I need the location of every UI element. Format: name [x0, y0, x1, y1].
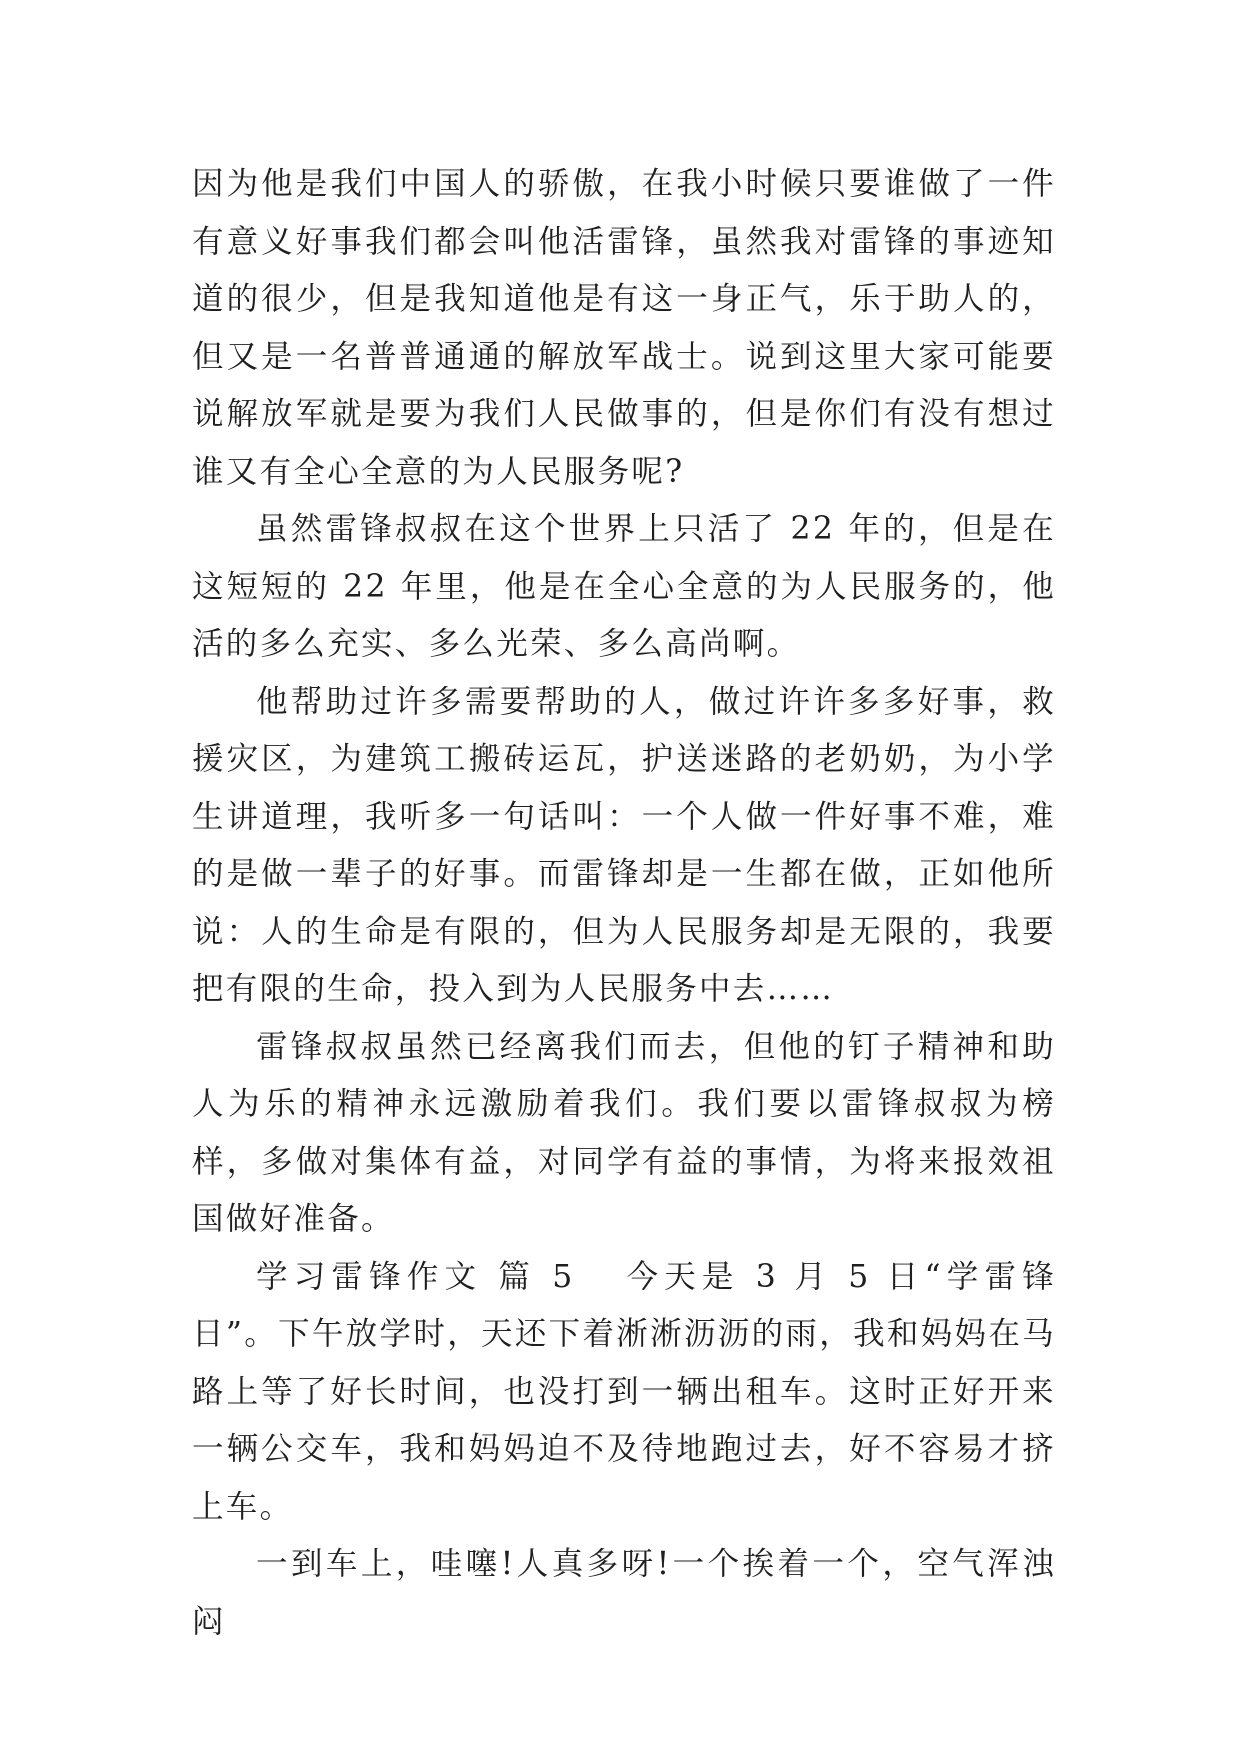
section-body: 下午放学时，天还下着淅淅沥沥的雨，我和妈妈在马路上等了好长时间，也没打到一辆出租车。这时正好开来一辆公交车，我和妈妈迫不及待地跑过去，好不容易才挤上车。: [192, 1316, 1056, 1525]
document-body: [192, 156, 1056, 1651]
paragraph-3: 他帮助过许多需要帮助的人，做过许许多多好事，救援灾区，为建筑工搬砖运瓦，护送迷路的老奶奶，为小学生讲道理，我听多一句话叫：一个人做一件好事不难，难的是做一辈子的好事。而雷锋却是一生都在做，正如他所说：人的生命是有限的，但为人民服务却是无限的，我要把有限的生命，投入到为人民服务中去……: [192, 683, 1056, 1007]
paragraph-1: 因为他是我们中国人的骄傲，在我小时候只要谁做了一件有意义好事我们都会叫他活雷锋，虽然我对雷锋的事迹知道的很少，但是我知道他是有这一身正气，乐于助人的，但又是一名普普通通的解放军战士。说到这里大家可能要说解放军就是要为我们人民做事的，但是你们有没有想过谁又有全心全意的为人民服务呢?: [192, 166, 1056, 490]
section-heading: 学习雷锋作文 篇 5: [256, 1258, 575, 1295]
section-paragraph: [192, 1249, 1056, 1537]
paragraph-4: 雷锋叔叔虽然已经离我们而去，但他的钉子精神和助人为乐的精神永远激励着我们。我们要以雷锋叔叔为榜样，多做对集体有益，对同学有益的事情，为将来报效祖国做好准备。: [192, 1028, 1056, 1237]
paragraph-2: 虽然雷锋叔叔在这个世界上只活了 22 年的，但是在这短短的 22 年里，他是在全心全意的为人民服务的，他活的多么充实、多么光荣、多么高尚啊。: [192, 511, 1056, 662]
section-first-sentence: 今天是 3 月 5 日“学雷锋日”。: [192, 1258, 1056, 1352]
paragraph-last: 一到车上，哇噻!人真多呀!一个挨着一个，空气浑浊闷: [192, 1546, 1056, 1640]
